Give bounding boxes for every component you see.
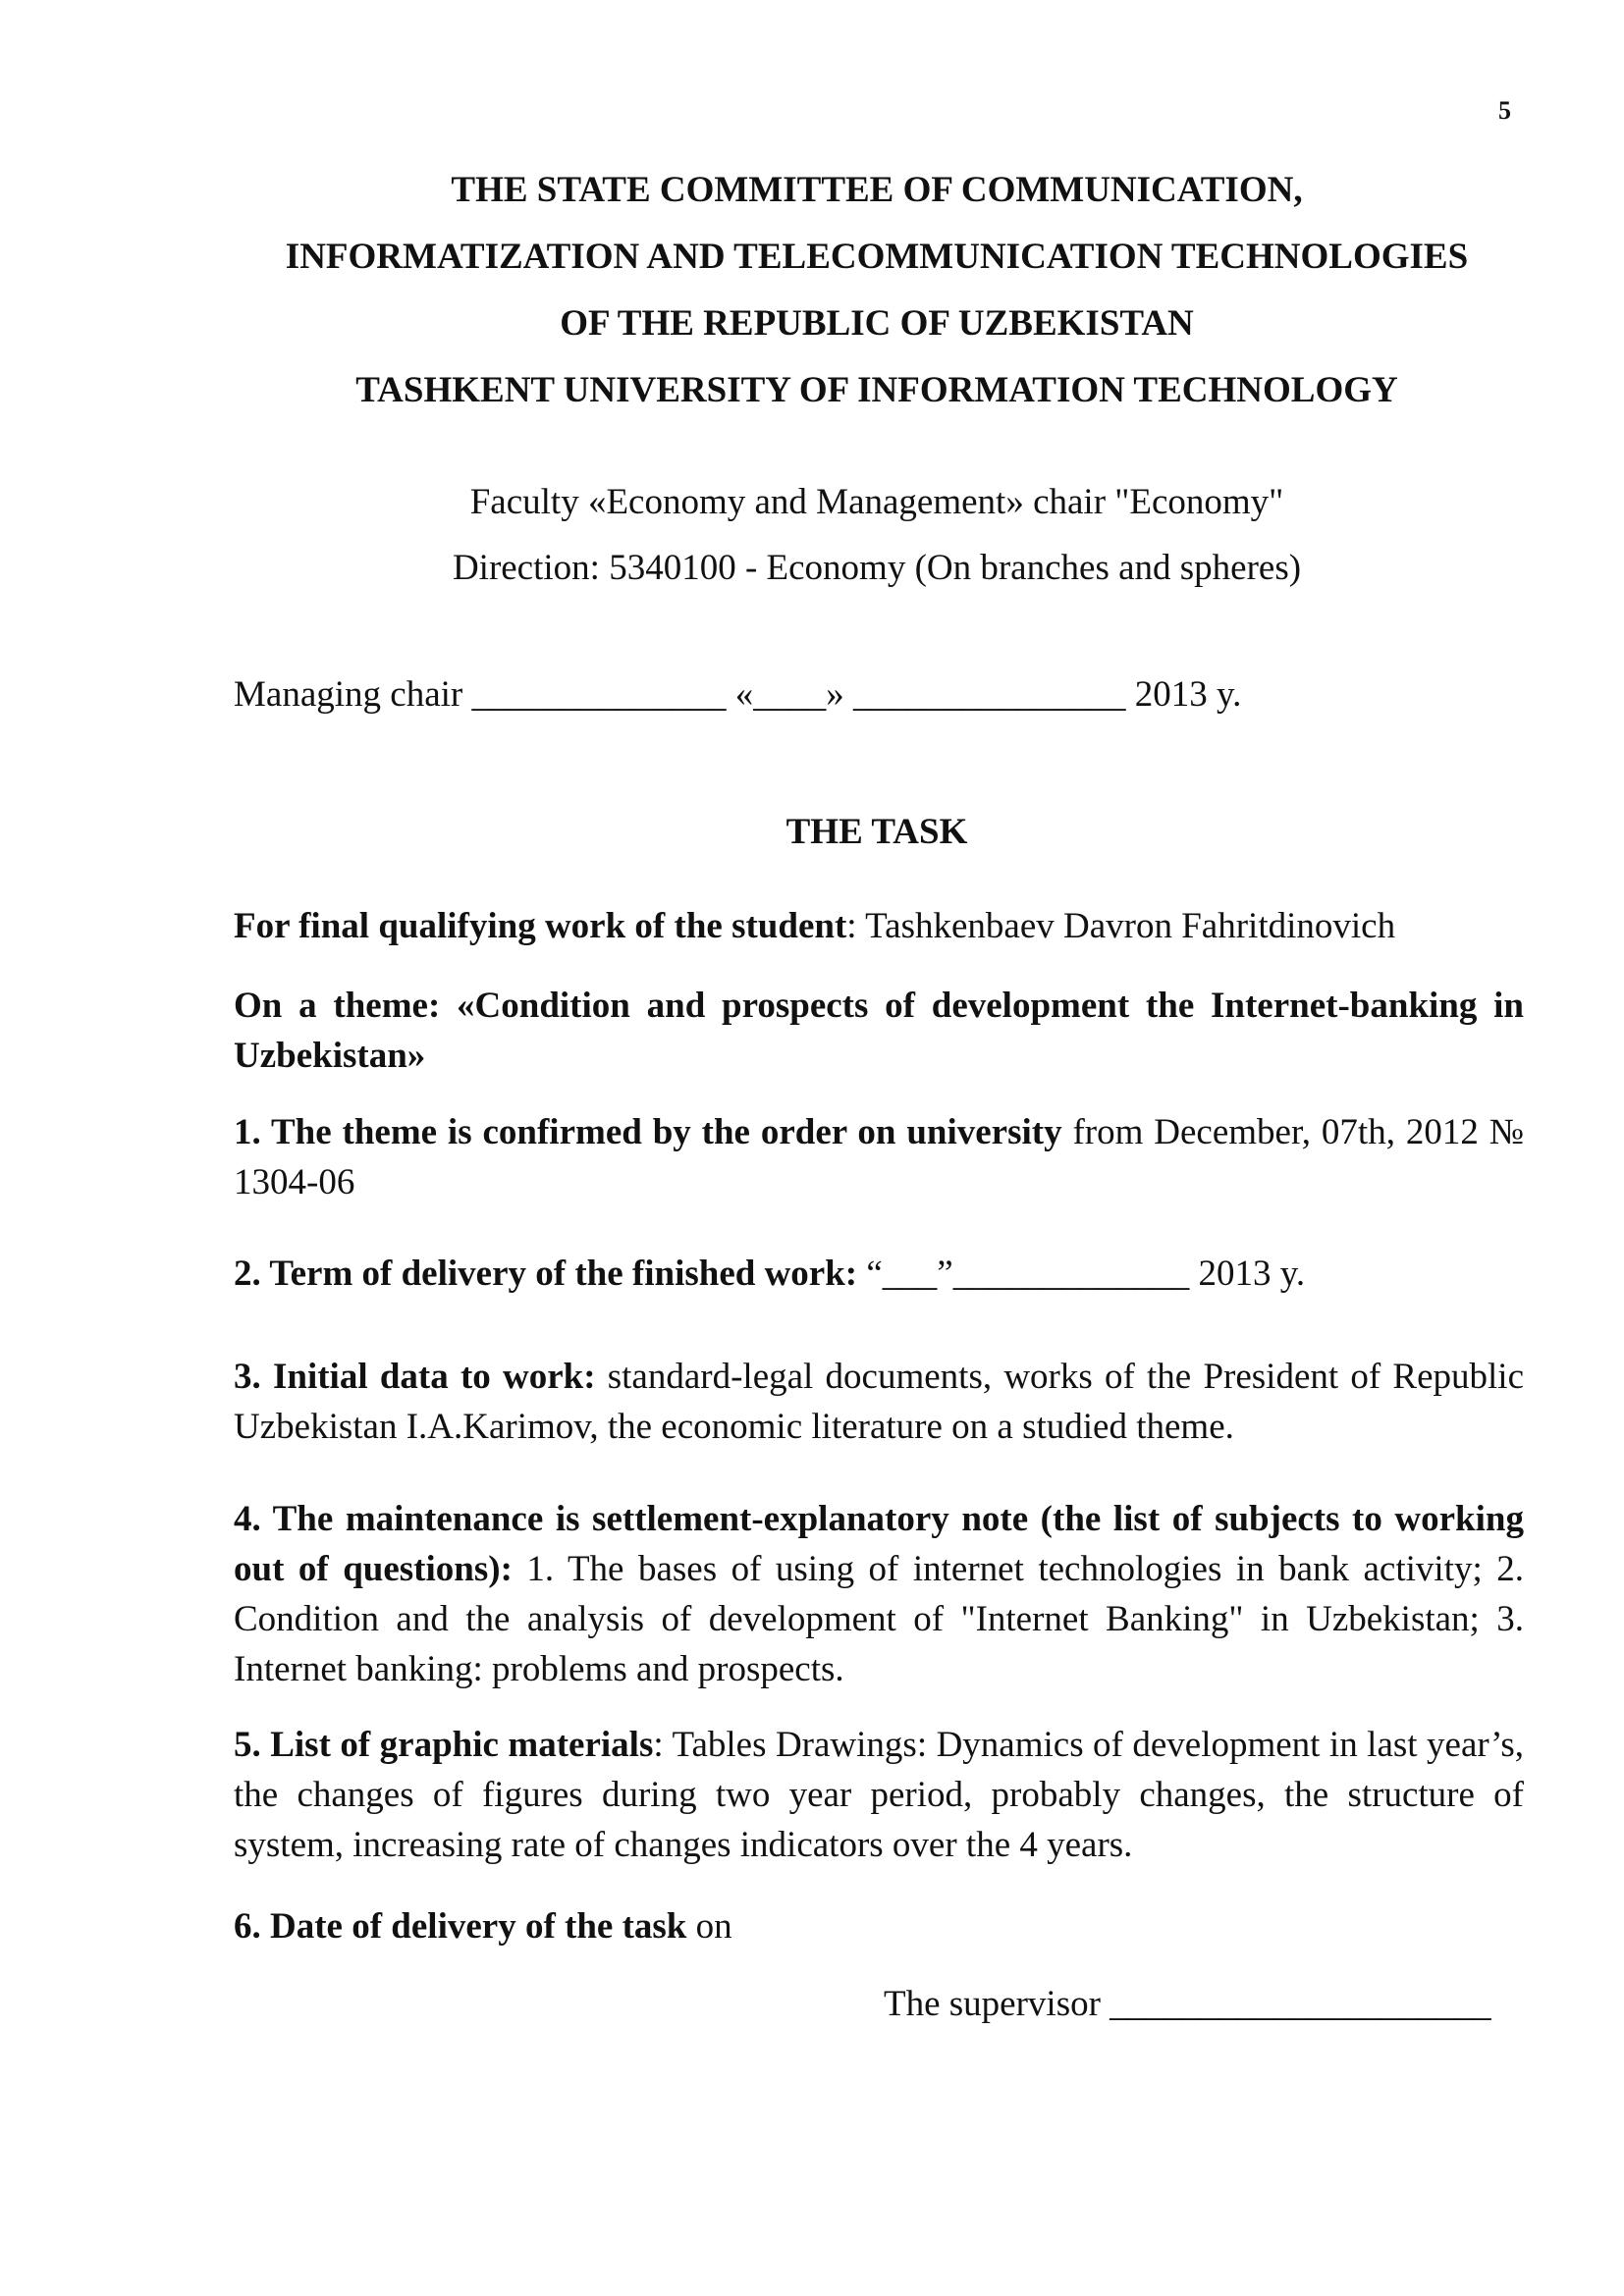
item-4-paragraph [234,1494,1524,1694]
item-6-value: on [686,1906,732,1947]
document-header [0,157,1624,424]
direction-line: Direction: 5340100 - Economy (On branches and spheres) [452,548,1302,588]
item-3-value: standard-legal documents, works of the President of Republic Uzbekistan I.A.Karimov, the economic literature on a studied theme. [234,1357,1524,1447]
task-title: THE TASK [785,812,968,852]
item-1-value: from December, 07th, 2012 № 1304-06 [234,1112,1524,1202]
student-label: For final qualifying work of the student [234,906,847,946]
faculty-line: Faculty «Economy and Management» chair "Economy" [469,482,1284,522]
student-value: : Tashkenbaev Davron Fahritdinovich [846,906,1396,946]
header-line-2: INFORMATIZATION AND TELECOMMUNICATION TECHNOLOGIES [285,237,1469,277]
item-5-value: : Tables Drawings: Dynamics of development in last year’s, the changes of figures during two year period, probably changes, the structure of system, increasing rate of changes indicators over the 4 years. [234,1725,1524,1865]
theme-paragraph: On a theme: «Condition and prospects of development the Internet-banking in Uzbekistan» [234,986,1524,1076]
item-2-value: “___”_____________ 2013 y. [857,1254,1306,1294]
supervisor-signature-line: The supervisor _____________________ [884,1984,1491,2024]
header-line-1: THE STATE COMMITTEE OF COMMUNICATION, [451,170,1303,210]
page-number: 5 [1498,96,1511,125]
item-5-paragraph [234,1720,1524,1870]
item-5-label: 5. List of graphic materials [234,1725,654,1765]
item-2-label: 2. Term of delivery of the finished work: [234,1254,858,1294]
item-4-value: 1. The bases of using of internet technologies in bank activity; 2. Condition and the analysis of development of "Internet Banking" in Uzbekistan; 3. Internet banking: problems and prospects. [234,1549,1524,1689]
item-2-paragraph [234,1249,1524,1299]
item-3-paragraph [234,1352,1524,1452]
item-4-label: 4. The maintenance is settlement-explanatory note (the list of subjects to working out of questions): [234,1499,1524,1589]
header-line-3: OF THE REPUBLIC OF UZBEKISTAN [560,303,1194,344]
student-paragraph [234,901,1524,951]
managing-chair-line: Managing chair ______________ «____» _______________ 2013 y. [234,674,1242,715]
item-6-label: 6. Date of delivery of the task [234,1906,687,1947]
item-1-label: 1. The theme is confirmed by the order on university [234,1112,1062,1152]
item-3-label: 3. Initial data to work: [234,1357,596,1397]
item-1-paragraph [234,1107,1524,1207]
header-line-4: TASHKENT UNIVERSITY OF INFORMATION TECHNOLOGY [355,370,1398,410]
item-6-paragraph [234,1901,1524,1951]
